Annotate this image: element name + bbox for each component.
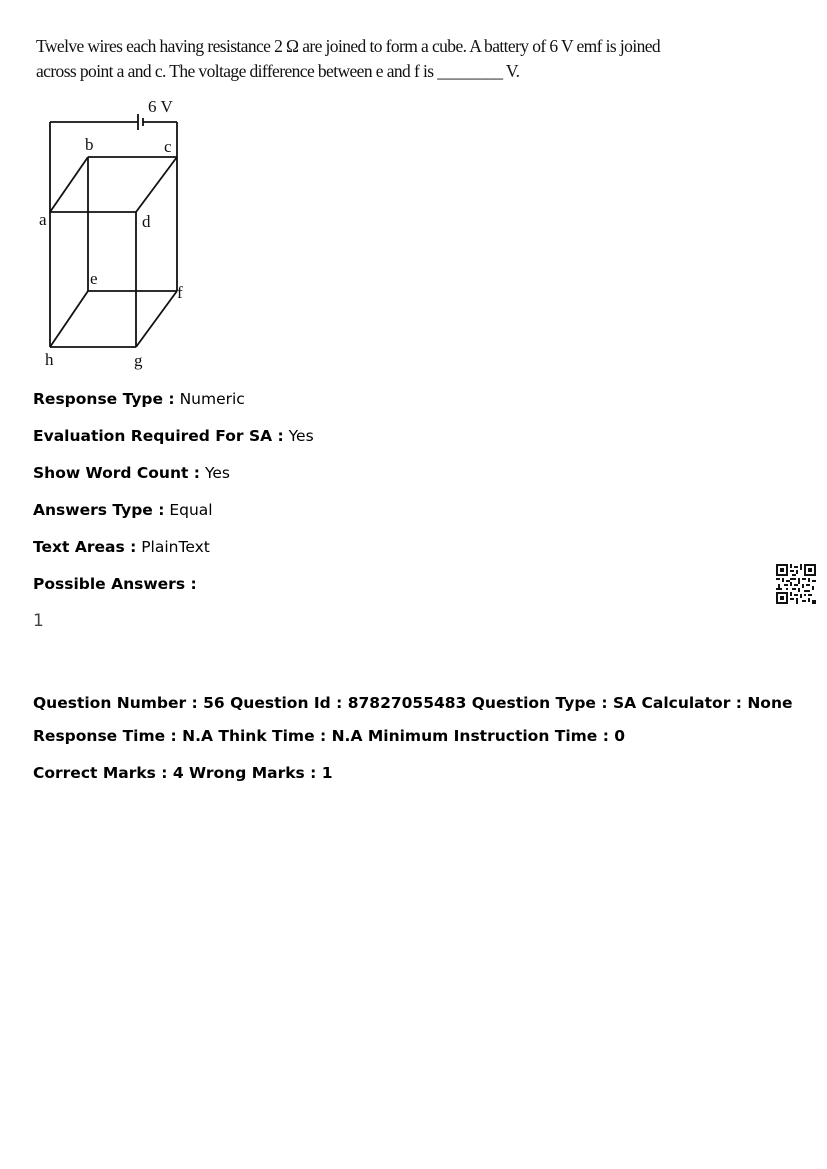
vertex-label-d: d: [142, 212, 151, 231]
question-line-2: across point a and c. The voltage difference between e and f is ________ V.: [36, 61, 520, 81]
meta-value: Yes: [204, 464, 230, 482]
meta-value: Yes: [288, 427, 314, 445]
meta-key: Response Type :: [33, 390, 175, 408]
cube-circuit-diagram: [30, 92, 200, 374]
vertex-label-a: a: [39, 210, 47, 229]
meta-value: Numeric: [179, 390, 245, 408]
question-info-block: [33, 692, 793, 784]
question-info-line: Question Number : 56 Question Id : 87827055483 Question Type : SA Calculator : None: [33, 694, 793, 712]
possible-answer-value: 1: [33, 611, 44, 631]
vertex-label-f: f: [177, 283, 183, 302]
vertex-label-c: c: [164, 137, 172, 156]
meta-value: Equal: [169, 501, 213, 519]
vertex-label-h: h: [45, 350, 54, 369]
vertex-label-e: e: [90, 269, 98, 288]
vertex-label-b: b: [85, 135, 94, 154]
edge-g-f: [136, 291, 177, 347]
edge-d-c: [136, 157, 177, 212]
edge-a-b: [50, 157, 88, 212]
marks-info-line: Correct Marks : 4 Wrong Marks : 1: [33, 764, 333, 782]
battery-label: 6 V: [148, 97, 173, 116]
meta-key: Text Areas :: [33, 538, 137, 556]
timing-info-line: Response Time : N.A Think Time : N.A Minimum Instruction Time : 0: [33, 727, 626, 745]
question-text: [36, 34, 676, 84]
meta-text-areas: [33, 536, 314, 573]
meta-key: Possible Answers :: [33, 575, 197, 593]
meta-key: Answers Type :: [33, 501, 165, 519]
meta-answers-type: [33, 499, 314, 536]
meta-show-word-count: [33, 462, 314, 499]
response-meta-list: [33, 388, 314, 610]
meta-key: Evaluation Required For SA :: [33, 427, 284, 445]
vertex-label-g: g: [134, 351, 143, 370]
cube-circuit-figure: [30, 92, 200, 378]
edge-h-e: [50, 291, 88, 347]
meta-value: PlainText: [141, 538, 210, 556]
meta-response-type: [33, 388, 314, 425]
meta-possible-answers: [33, 573, 314, 610]
question-line-1: Twelve wires each having resistance 2 Ω are joined to form a cube. A battery of 6 V emf is joined: [36, 36, 661, 56]
qr-code-icon: [776, 564, 816, 604]
meta-evaluation-required: [33, 425, 314, 462]
meta-key: Show Word Count :: [33, 464, 200, 482]
